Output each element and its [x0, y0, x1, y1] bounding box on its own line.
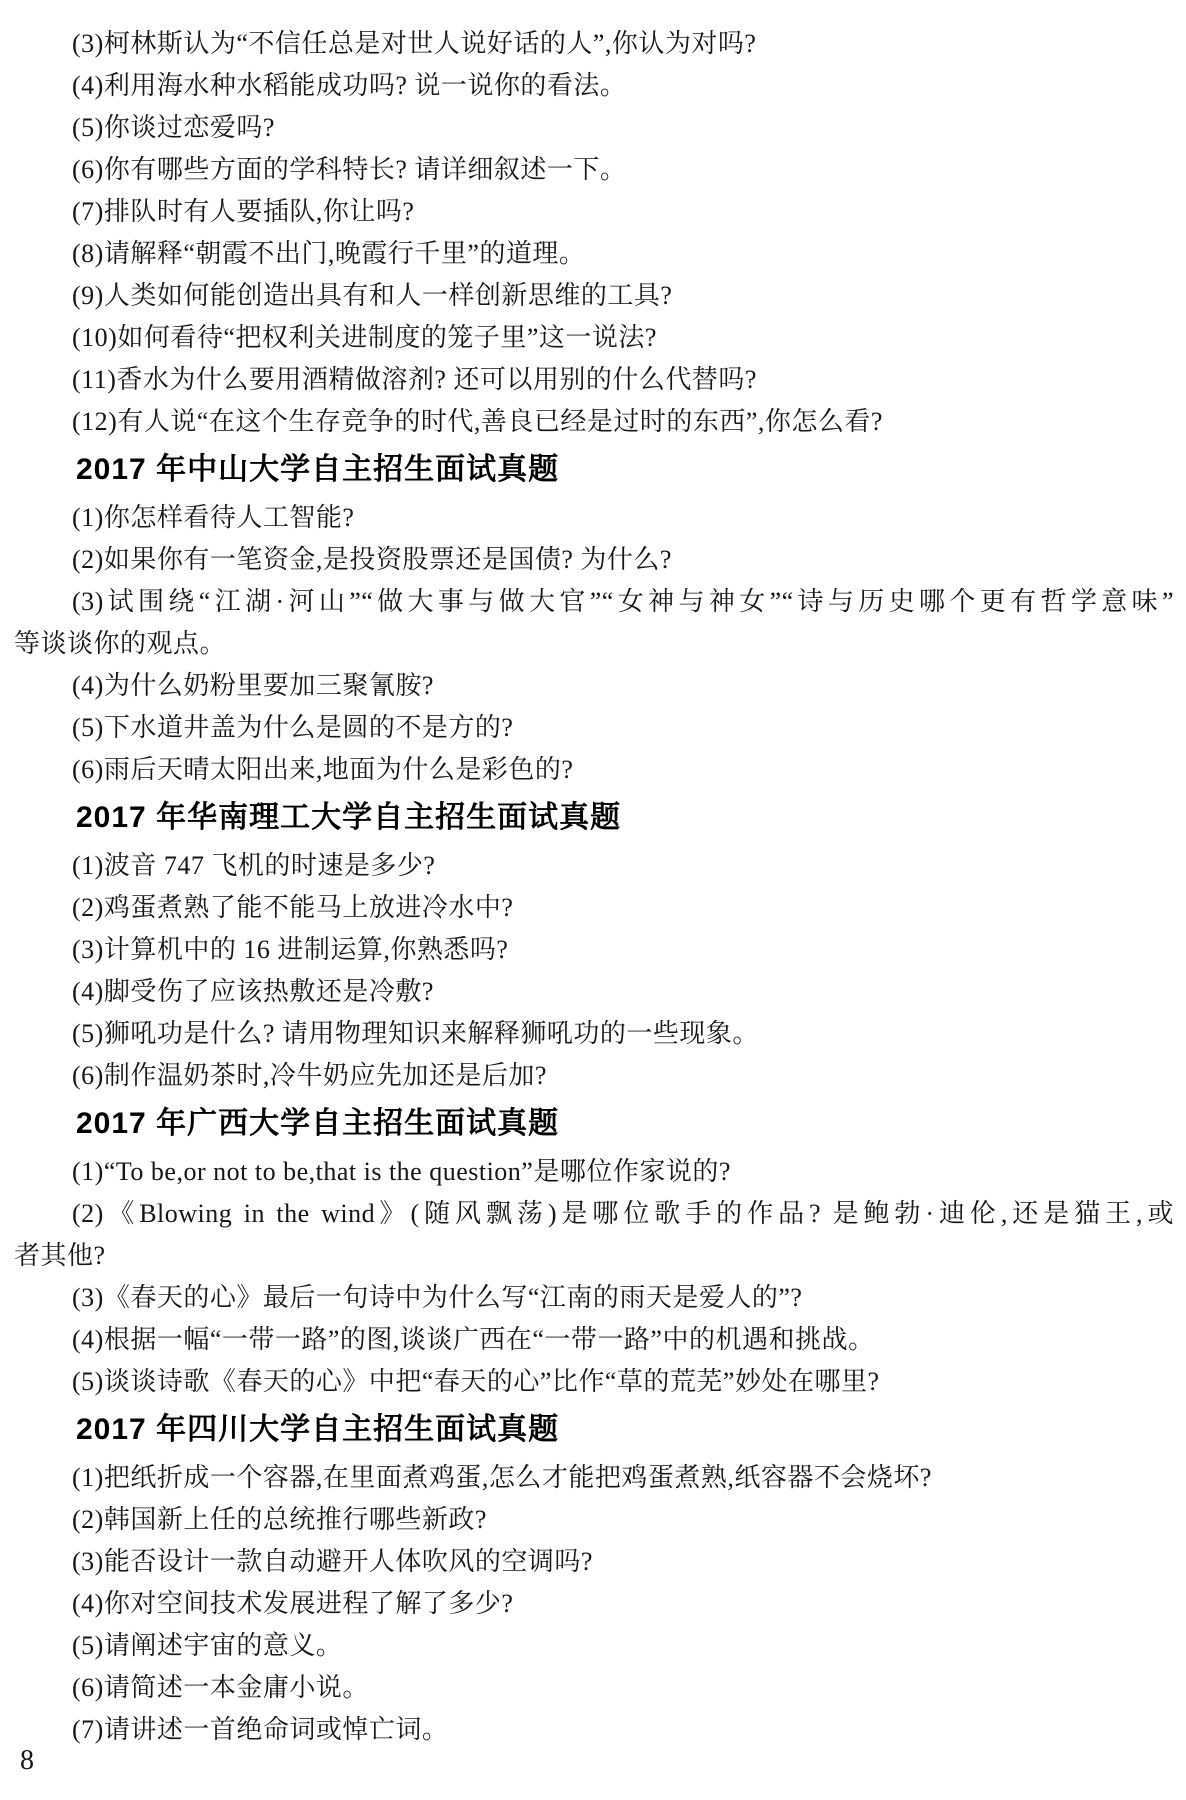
heading-sichuan-university: 2017 年四川大学自主招生面试真题: [76, 1413, 560, 1446]
section-questions-continued: [14, 23, 1174, 443]
question-line: (1)波音 747 飞机的时速是多少?: [72, 851, 436, 880]
question-line-continuation: 者其他?: [14, 1241, 106, 1270]
question-line: (1)“To be,or not to be,that is the question”是哪位作家说的?: [72, 1157, 731, 1186]
question-line: (6)你有哪些方面的学科特长? 请详细叙述一下。: [72, 155, 627, 184]
question-line: (5)狮吼功是什么? 请用物理知识来解释狮吼功的一些现象。: [72, 1019, 759, 1048]
question-line: (2)鸡蛋煮熟了能不能马上放进冷水中?: [72, 893, 514, 922]
section-south-china-tech-university: [14, 797, 1174, 1097]
question-line: (1)你怎样看待人工智能?: [72, 503, 355, 532]
heading-zhongshan-university: 2017 年中山大学自主招生面试真题: [76, 453, 560, 486]
question-line: (6)制作温奶茶时,冷牛奶应先加还是后加?: [72, 1061, 547, 1090]
question-line: (5)请阐述宇宙的意义。: [72, 1631, 343, 1660]
question-line: (5)谈谈诗歌《春天的心》中把“春天的心”比作“草的荒芜”妙处在哪里?: [72, 1367, 880, 1396]
page-text-block: [14, 23, 1174, 1751]
question-line: (2)如果你有一笔资金,是投资股票还是国债? 为什么?: [72, 545, 672, 574]
heading-guangxi-university: 2017 年广西大学自主招生面试真题: [76, 1107, 560, 1140]
question-line: (2)韩国新上任的总统推行哪些新政?: [72, 1505, 487, 1534]
question-line: (3)柯林斯认为“不信任总是对世人说好话的人”,你认为对吗?: [72, 29, 757, 58]
page-number: 8: [20, 1745, 34, 1776]
question-line: (7)排队时有人要插队,你让吗?: [72, 197, 415, 226]
heading-south-china-tech-university: 2017 年华南理工大学自主招生面试真题: [76, 801, 622, 834]
question-line: (4)利用海水种水稻能成功吗? 说一说你的看法。: [72, 71, 627, 100]
question-line: (2)《Blowing in the wind》(随风飘荡)是哪位歌手的作品? 是鲍勃·迪伦,还是猫王,或: [72, 1199, 1174, 1228]
question-line: (4)脚受伤了应该热敷还是冷敷?: [72, 977, 434, 1006]
question-line: (3)《春天的心》最后一句诗中为什么写“江南的雨天是爱人的”?: [72, 1283, 803, 1312]
question-line: (4)根据一幅“一带一路”的图,谈谈广西在“一带一路”中的机遇和挑战。: [72, 1325, 875, 1354]
question-line: (5)下水道井盖为什么是圆的不是方的?: [72, 713, 514, 742]
question-line: (5)你谈过恋爱吗?: [72, 113, 275, 142]
question-line: (12)有人说“在这个生存竞争的时代,善良已经是过时的东西”,你怎么看?: [72, 407, 883, 436]
section-zhongshan-university: [14, 449, 1174, 791]
question-line: (3)能否设计一款自动避开人体吹风的空调吗?: [72, 1547, 593, 1576]
question-line: (1)把纸折成一个容器,在里面煮鸡蛋,怎么才能把鸡蛋煮熟,纸容器不会烧坏?: [72, 1463, 932, 1492]
question-line: (4)你对空间技术发展进程了解了多少?: [72, 1589, 514, 1618]
question-line: (11)香水为什么要用酒精做溶剂? 还可以用别的什么代替吗?: [72, 365, 757, 394]
question-line: (8)请解释“朝霞不出门,晚霞行千里”的道理。: [72, 239, 586, 268]
question-line: (7)请讲述一首绝命词或悼亡词。: [72, 1715, 449, 1744]
question-line: (3)计算机中的 16 进制运算,你熟悉吗?: [72, 935, 509, 964]
question-line: (10)如何看待“把权利关进制度的笼子里”这一说法?: [72, 323, 657, 352]
section-sichuan-university: [14, 1409, 1174, 1751]
question-line-continuation: 等谈谈你的观点。: [14, 629, 227, 658]
section-guangxi-university: [14, 1103, 1174, 1403]
question-line: (3)试围绕“江湖·河山”“做大事与做大官”“女神与神女”“诗与历史哪个更有哲学意味”: [72, 587, 1174, 616]
question-line: (4)为什么奶粉里要加三聚氰胺?: [72, 671, 434, 700]
question-line: (6)请简述一本金庸小说。: [72, 1673, 369, 1702]
question-line: (9)人类如何能创造出具有和人一样创新思维的工具?: [72, 281, 673, 310]
question-line: (6)雨后天晴太阳出来,地面为什么是彩色的?: [72, 755, 574, 784]
